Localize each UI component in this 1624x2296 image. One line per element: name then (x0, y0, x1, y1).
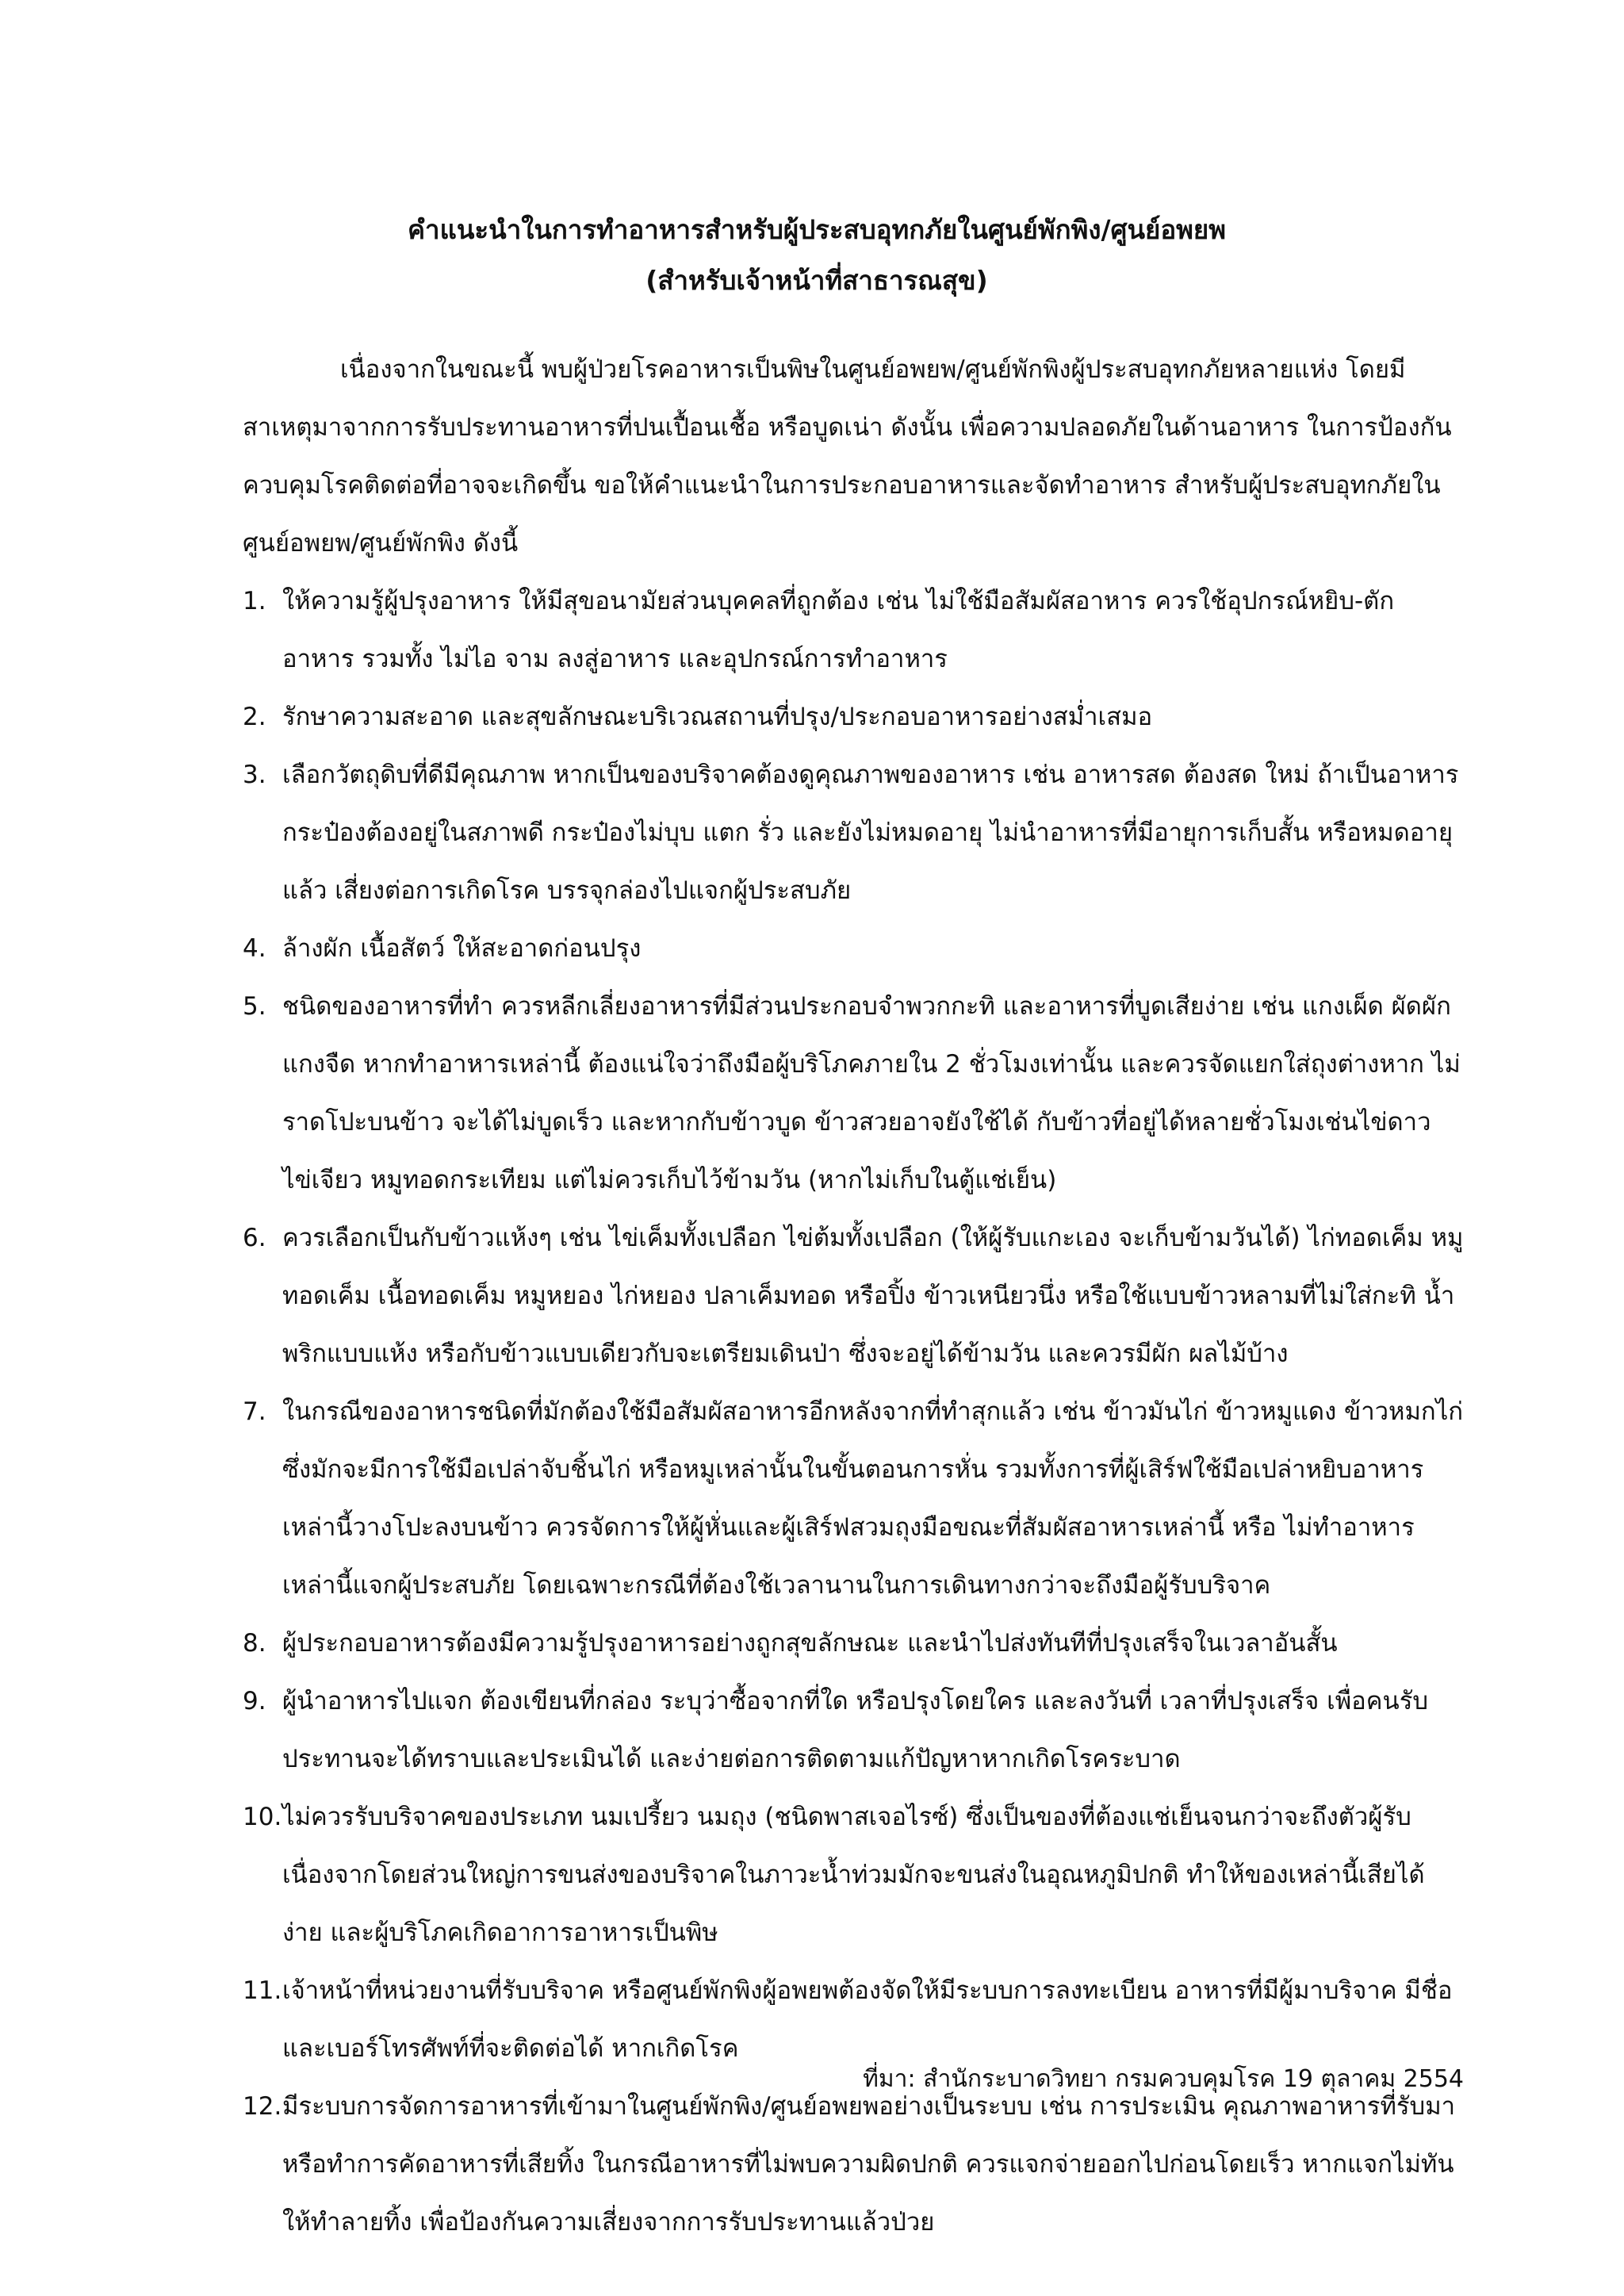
item-number: 6. (243, 1224, 266, 1252)
list-item (243, 1383, 1464, 1615)
item-text: รักษาความสะอาด และสุขลักษณะบริเวณสถานที่ปรุง/ประกอบอาหารอย่างสม่ำเสมอ (282, 703, 1153, 731)
item-number: 9. (243, 1687, 266, 1715)
list-item (243, 1615, 1464, 1673)
item-text: ชนิดของอาหารที่ทำ ควรหลีกเลี่ยงอาหารที่มีส่วนประกอบจำพวกกะทิ และอาหารที่บูดเสียง่าย เช่น แกงเผ็ด ผัดผัก แกงจืด หากทำอาหารเหล่านี้ ต้องแน่ใจว่าถึงมือผู้บริโภคภายใน 2 ชั่วโมงเท่านั้น และควรจัดแยกใส่ถุงต่างหาก ไม่ราดโปะบนข้าว จะได้ไม่บูดเร็ว และหากกับข้าวบูด ข้าวสวยอาจยังใช้ได้ กับข้าวที่อยู่ได้หลายชั่วโมงเช่นไข่ดาว ไข่เจียว หมูทอดกระเทียม แต่ไม่ควรเก็บไว้ข้ามวัน (หากไม่เก็บในตู้แช่เย็น) (282, 992, 1461, 1194)
document-subtitle: (สำหรับเจ้าหน้าที่สาธารณสุข) (645, 265, 988, 296)
item-number: 10. (243, 1803, 282, 1831)
item-text: เจ้าหน้าที่หน่วยงานที่รับบริจาค หรือศูนย์พักพิงผู้อพยพต้องจัดให้มีระบบการลงทะเบียน อาหารที่มีผู้มาบริจาค มีชื่อ และเบอร์โทรศัพท์ที่จะติดต่อได้ หากเกิดโรค (282, 1976, 1453, 2063)
item-text: ควรเลือกเป็นกับข้าวแห้งๆ เช่น ไข่เค็มทั้งเปลือก ไข่ต้มทั้งเปลือก (ให้ผู้รับแกะเอง จะเก็บข้ามวันได้) ไก่ทอดเค็ม หมูทอดเค็ม เนื้อทอดเค็ม หมูหยอง ไก่หยอง ปลาเค็มทอด หรือปิ้ง ข้าวเหนียวนึ่ง หรือใช้แบบข้าวหลามที่ไม่ใส่กะทิ น้ำพริกแบบแห้ง หรือกับข้าวแบบเดียวกับจะเตรียมเดินป่า ซึ่งจะอยู่ได้ข้ามวัน และควรมีผัก ผลไม้บ้าง (282, 1224, 1464, 1368)
item-number: 1. (243, 587, 266, 615)
intro-paragraph: เนื่องจากในขณะนี้ พบผู้ป่วยโรคอาหารเป็นพิษในศูนย์อพยพ/ศูนย์พักพิงผู้ประสบอุทกภัยหลายแห่ง โดยมีสาเหตุมาจากการรับประทานอาหารที่ปนเปื้อนเชื้อ หรือบูดเน่า ดังนั้น เพื่อความปลอดภัยในด้านอาหาร ในการป้องกันควบคุมโรคติดต่อที่อาจจะเกิดขึ้น ขอให้คำแนะนำในการประกอบอาหารและจัดทำอาหาร สำหรับผู้ประสบอุทกภัยในศูนย์อพยพ/ศูนย์พักพิง ดังนี้ (243, 355, 1452, 558)
item-number: 7. (243, 1397, 266, 1426)
item-number: 2. (243, 703, 266, 731)
list-item (243, 1673, 1464, 1788)
list-item (243, 1209, 1464, 1383)
item-text: ในกรณีของอาหารชนิดที่มักต้องใช้มือสัมผัสอาหารอีกหลังจากที่ทำสุกแล้ว เช่น ข้าวมันไก่ ข้าวหมูแดง ข้าวหมกไก่ ซึ่งมักจะมีการใช้มือเปล่าจับชิ้นไก่ หรือหมูเหล่านั้นในขั้นตอนการหั่น รวมทั้งการที่ผู้เสิร์ฟใช้มือเปล่าหยิบอาหารเหล่านี้วางโปะลงบนข้าว ควรจัดการให้ผู้หั่นและผู้เสิร์ฟสวมถุงมือขณะที่สัมผัสอาหารเหล่านี้ หรือ ไม่ทำอาหารเหล่านี้แจกผู้ประสบภัย โดยเฉพาะกรณีที่ต้องใช้เวลานานในการเดินทางกว่าจะถึงมือผู้รับบริจาค (282, 1397, 1464, 1600)
item-text: ผู้ประกอบอาหารต้องมีความรู้ปรุงอาหารอย่างถูกสุขลักษณะ และนำไปส่งทันทีที่ปรุงเสร็จในเวลาอันสั้น (282, 1629, 1338, 1658)
item-text: ไม่ควรรับบริจาคของประเภท นมเปรี้ยว นมถุง (ชนิดพาสเจอไรซ์) ซึ่งเป็นของที่ต้องแช่เย็นจนกว่าจะถึงตัวผู้รับ เนื่องจากโดยส่วนใหญ่การขนส่งของบริจาคในภาวะน้ำท่วมมักจะขนส่งในอุณหภูมิปกติ ทำให้ของเหล่านี้เสียได้ง่าย และผู้บริโภคเกิดอาการอาหารเป็นพิษ (282, 1803, 1425, 1947)
item-text: ให้ความรู้ผู้ปรุงอาหาร ให้มีสุขอนามัยส่วนบุคคลที่ถูกต้อง เช่น ไม่ใช้มือสัมผัสอาหาร ควรใช้อุปกรณ์หยิบ-ตักอาหาร รวมทั้ง ไม่ไอ จาม ลงสู่อาหาร และอุปกรณ์การทำอาหาร (282, 587, 1395, 673)
item-number: 5. (243, 992, 266, 1021)
item-number: 12. (243, 2092, 282, 2121)
item-text: เลือกวัตถุดิบที่ดีมีคุณภาพ หากเป็นของบริจาคต้องดูคุณภาพของอาหาร เช่น อาหารสด ต้องสด ใหม่ ถ้าเป็นอาหารกระป๋องต้องอยู่ในสภาพดี กระป๋องไม่บุบ แตก รั่ว และยังไม่หมดอายุ ไม่นำอาหารที่มีอายุการเก็บสั้น หรือหมดอายุแล้ว เสี่ยงต่อการเกิดโรค บรรจุกล่องไปแจกผู้ประสบภัย (282, 761, 1459, 905)
document-title: คำแนะนำในการทำอาหารสำหรับผู้ประสบอุทกภัยในศูนย์พักพิง/ศูนย์อพยพ (407, 214, 1227, 245)
source-citation: ที่มา: สำนักระบาดวิทยา กรมควบคุมโรค 19 ตุลาคม 2554 (863, 2065, 1464, 2093)
list-item (243, 746, 1464, 920)
list-item (243, 573, 1464, 688)
item-text: มีระบบการจัดการอาหารที่เข้ามาในศูนย์พักพิง/ศูนย์อพยพอย่างเป็นระบบ เช่น การประเมิน คุณภาพอาหารที่รับมา หรือทำการคัดอาหารที่เสียทิ้ง ในกรณีอาหารที่ไม่พบความผิดปกติ ควรแจกจ่ายออกไปก่อนโดยเร็ว หากแจกไม่ทันให้ทำลายทิ้ง เพื่อป้องกันความเสี่ยงจากการรับประทานแล้วป่วย (282, 2092, 1456, 2237)
list-item (243, 978, 1464, 1209)
list-item (243, 920, 1464, 978)
item-number: 8. (243, 1629, 266, 1658)
list-item (243, 688, 1464, 746)
document-body (243, 341, 1464, 2252)
item-number: 4. (243, 934, 266, 963)
recommendation-list (243, 573, 1464, 2252)
item-text: ล้างผัก เนื้อสัตว์ ให้สะอาดก่อนปรุง (282, 934, 642, 963)
item-text: ผู้นำอาหารไปแจก ต้องเขียนที่กล่อง ระบุว่าซื้อจากที่ใด หรือปรุงโดยใคร และลงวันที่ เวลาที่ปรุงเสร็จ เพื่อคนรับประทานจะได้ทราบและประเมินได้ และง่ายต่อการติดตามแก้ปัญหาหากเกิดโรคระบาด (282, 1687, 1429, 1773)
title-block (238, 205, 1396, 306)
item-number: 3. (243, 761, 266, 789)
list-item (243, 2078, 1464, 2252)
list-item (243, 1788, 1464, 1962)
item-number: 11. (243, 1976, 282, 2005)
